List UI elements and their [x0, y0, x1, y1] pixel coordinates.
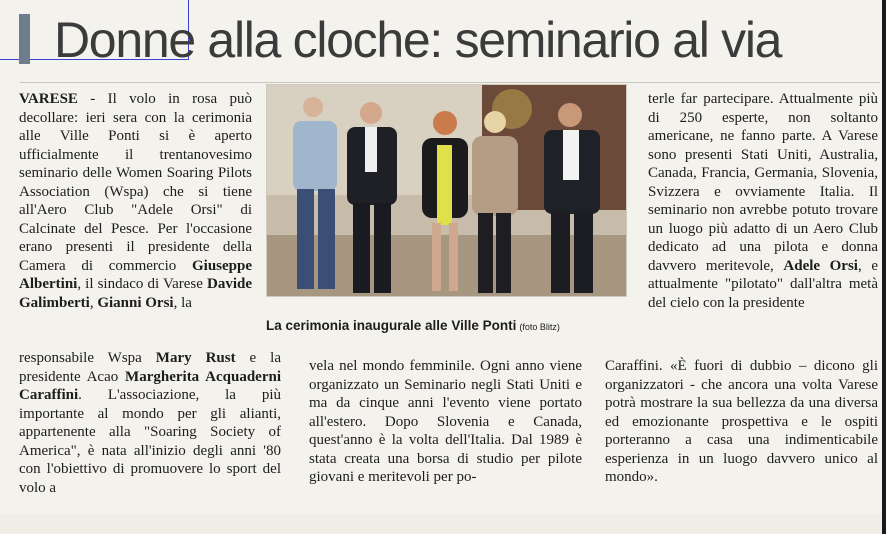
column-2-paragraph: vela nel mondo femminile. Ogni anno viene organizzato un Seminario negli Stati Uniti e ma da cinque anni l'evento viene portato all'estero. Dopo Slovenia e Canada, quest'anno è la volta dell'Italia. Dal 1989 è stata creata una borsa di studio per pilote giovani e meritevoli per po-: [309, 358, 582, 485]
headline-accent-bar: [19, 14, 30, 64]
column-3-paragraph: [648, 90, 878, 312]
person-name: Giuseppe Albertini: [19, 257, 252, 292]
article-text: , e attualmente "pilotato" dall'altra metà del cielo con la presidente: [648, 257, 878, 311]
article-column-3-lower: [605, 357, 878, 487]
article-text: - Il volo in rosa può decollare: ieri sera con la cerimonia alle Ville Ponti si è aperto ufficialmente il trentanovesimo seminario delle Women Soaring Pilots Association (Wspa) che si tiene all'Aero Club "Adele Orsi" di Calcinate del Pesce. Per l'occasione erano presenti il presidente della Camera di commercio: [19, 91, 252, 274]
person-name: Gianni Orsi: [97, 294, 174, 311]
column-1-lower-paragraph: [19, 349, 281, 497]
photo-credit: (foto Blitz): [519, 322, 560, 332]
person-name: Margherita Acquaderni Caraffini: [19, 368, 281, 403]
photo-image: [267, 85, 627, 297]
page-bottom-margin: [0, 514, 886, 534]
dateline: VARESE: [19, 91, 78, 107]
article-column-1: [19, 90, 252, 312]
article-text: ,: [89, 294, 98, 311]
headline: Donne alla cloche: seminario al via: [54, 12, 782, 68]
caption-text: La cerimonia inaugurale alle Ville Ponti: [266, 318, 517, 333]
article-text: . L'associazione, la più importante al mondo per gli alianti, appartenente alla "Soaring Society of America", è nata all'inizio degli anni '80 con l'obiettivo di promuovere lo sport del volo a: [19, 387, 281, 496]
right-edge-border: [882, 0, 886, 534]
column-3-lower-paragraph: Caraffini. «È fuori di dubbio – dicono gli organizzatori - che ancora una volta Varese potrà mostrare la sua bellezza da una diversa ed emozionante prospettiva e le ospiti porteranno a casa una indimenticabile esperienza in un luogo davvero unico al mondo».: [605, 358, 878, 485]
photo-caption: [266, 318, 646, 338]
headline-rule: [20, 82, 880, 83]
event-photo: [266, 84, 627, 297]
article-text: , il sindaco di Varese: [77, 276, 207, 292]
article-column-2: [309, 357, 582, 487]
article-text: responsabile Wspa: [19, 350, 156, 366]
article-text: terle far partecipare. Attualmente più di 250 esperte, non soltanto americane, ne fanno parte. A Varese sono presenti Stati Uniti, Australia, Canada, Francia, Germania, Slovenia, Svizzera e ovviamente Italia. Il seminario non avrebbe potuto trovare un luogo più adatto di un Aero Club dedicato ad una pilota e donna davvero meritevole,: [648, 91, 878, 274]
person-name: Adele Orsi: [783, 257, 858, 274]
article-text: e la presidente Acao: [19, 350, 282, 385]
article-column-1-lower: [19, 349, 281, 497]
article-text: , la: [173, 294, 192, 311]
column-1-paragraph: [19, 90, 252, 312]
article-column-3: [648, 90, 878, 312]
person-name: Davide Galimberti: [19, 276, 252, 311]
person-name: Mary Rust: [155, 350, 236, 366]
